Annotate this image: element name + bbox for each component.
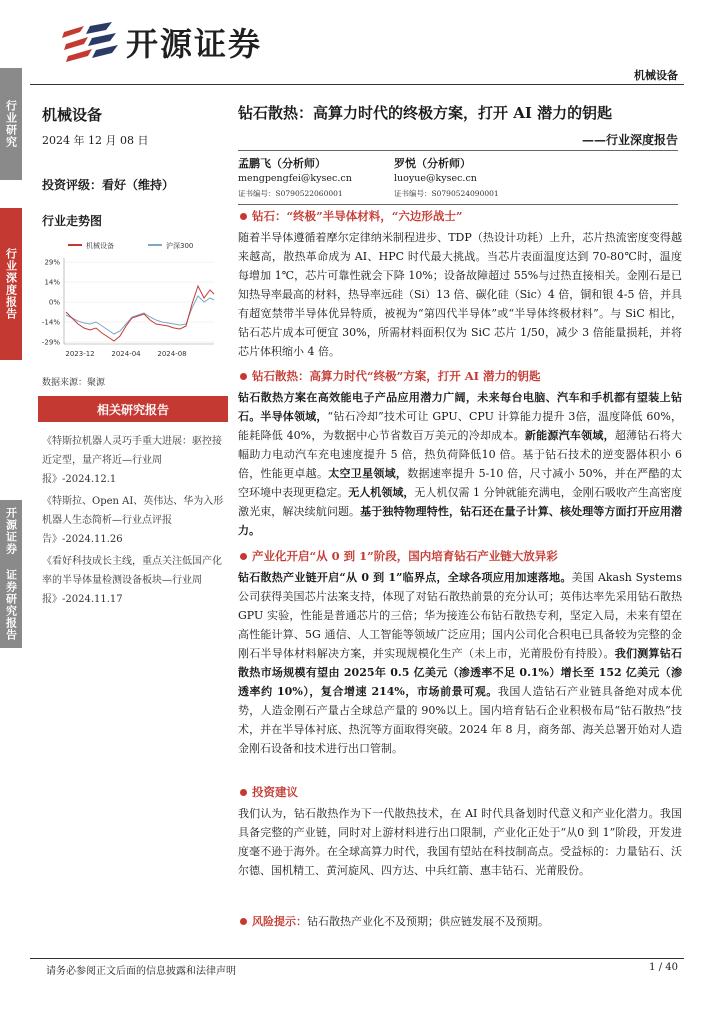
author-name: 罗悦（分析师） (394, 157, 471, 170)
y-tick-label: -14% (41, 318, 60, 327)
footer-disclaimer: 请务必参阅正文后面的信息披露和法律声明 (46, 966, 236, 977)
related-report-item[interactable]: 《特斯拉机器人灵巧手重大进展：驱控接近定型，量产将近—行业周报》-2024.12.1 (42, 436, 222, 485)
trend-chart-title: 行业走势图 (42, 214, 103, 228)
section-industrialization (238, 548, 682, 758)
industry-name: 机械设备 (42, 106, 103, 124)
header-category: 机械设备 (634, 69, 678, 82)
brand-logo (62, 20, 262, 64)
section-body: 钻石散热产业链开启“从 0 到 1”临界点，全球各项应用加速落地。美国 Akash Systems 公司获得美国芯片法案支持，体现了对钻石散热前景的充分认可；英伟达率先采用钻石散热 GPU 实验，性能是普通芯片的三倍；华为接连公布钻石散热专利，坚定入局，未来有望在高性能计算、5G 通信、人工智能等领域广泛应用；国内公司化合积电已具备较为完整的金刚石半导体材料解决方案，并实现规模化生产（未上市，光莆股份有持股）。我们测算钻石散热市场规模有望由 2025年 0.5 亿美元（渗透率不足 0.1%）增长至 152 亿美元（渗透率约 10%），复合增速 214%，市场前景可观。我国人造钻石产业链具备绝对成本优势，人造金刚石产量占全球总产量的 90%以上。国内培育钻石企业积极布局“钻石散热”技术，并在半导体衬底、热沉等方面取得突破。2024 年 8 月，商务部、海关总署开始对人造金刚石设备和技术进行出口管制。 (238, 571, 683, 755)
section-body: 我们认为，钻石散热作为下一代散热技术，在 AI 时代具备划时代意义和产业化潜力。我国具备完整的产业链，同时对上游材料进行出口限制，产业化正处于“从0 到 1”阶段，开发进度毫不逊于海外。在全球高算力时代，我国有望站在科技制高点。受益标的：力量钻石、沃尔德、国机精工、黄河旋风、四方达、中兵红箭、惠丰钻石、光莆股份。 (238, 807, 682, 877)
author-block-1 (238, 156, 352, 201)
legend-swatch (148, 244, 162, 246)
y-tick-label: -29% (41, 338, 60, 347)
y-tick-label: 0% (48, 298, 60, 307)
trend-chart (38, 238, 218, 366)
footer-divider (30, 958, 684, 959)
investment-rating: 投资评级：看好（维持） (42, 178, 175, 192)
author-email[interactable]: mengpengfei@kysec.cn (238, 173, 352, 184)
section-heading: 钻石散热：高算力时代“终极”方案，打开 AI 潜力的钥匙 (252, 369, 541, 383)
author-name: 孟鹏飞（分析师） (238, 157, 326, 170)
report-subtitle: ——行业深度报告 (581, 133, 678, 147)
bullet-icon (240, 918, 247, 925)
bullet-icon (240, 373, 247, 380)
side-tab-report-type: 行业深度报告 (0, 208, 22, 360)
legend-label: 沪深300 (166, 242, 194, 250)
related-reports-list (42, 432, 228, 612)
section-heading: 投资建议 (252, 785, 298, 799)
side-tab-industry-research: 行业研究 (0, 68, 22, 180)
author-cert: 证书编号：S0790522060001 (238, 189, 343, 198)
related-report-item[interactable]: 《看好科技成长主线，重点关注低国产化率的半导体量检测设备板块—行业周报》-2024.11.17 (42, 556, 222, 605)
y-tick-label: 29% (44, 258, 60, 267)
x-tick-label: 2023-12 (65, 350, 95, 358)
section-heading: 产业化开启“从 0 到 1”阶段，国内培育钻石产业链大放异彩 (252, 549, 558, 563)
legend-swatch (68, 244, 82, 246)
risk-body: 钻石散热产业化不及预期；供应链发展不及预期。 (307, 915, 549, 928)
logo-text: 开源证券 (126, 25, 263, 63)
data-source: 数据来源：聚源 (42, 378, 106, 388)
section-body: 随着半导体遵循着摩尔定律纳米制程进步、TDP（热设计功耗）上升，芯片热流密度变得越来越高，散热革命成为 AI、HPC 时代最大挑战。当芯片表面温度达到 70-80℃时，温度每增加 1℃，芯片可靠性就会下降 10%；设备故障超过 55%与过热直接相关。金刚石是已知热导率最高的材料，热导率远硅（Si）13 倍、碳化硅（Sic）4 倍，铜和银 4-5 倍，并具有超宽禁带半导体优异特质，被视为“第四代半导体”或“半导体终极材料”。与 SiC 相比，钻石芯片成本可便宜 30%，所需材料面积仅为 SiC 芯片 1/50，减少 3 倍能量损耗，并将芯片体积缩小 4 倍。 (238, 231, 682, 358)
author-block-2 (394, 156, 499, 201)
risk-heading: 风险提示： (252, 915, 307, 928)
x-tick-label: 2024-04 (111, 350, 141, 358)
related-reports-header: 相关研究报告 (38, 396, 228, 422)
section-diamond-material (238, 208, 682, 361)
bullet-icon (240, 213, 247, 220)
y-tick-label: 14% (44, 278, 60, 287)
author-email[interactable]: luoyue@kysec.cn (394, 173, 477, 184)
section-body: 钻石散热方案在高效能电子产品应用潜力广阔，未来每台电脑、汽车和手机都有望装上钻石。半导体领域，“钻石冷却”技术可让 GPU、CPU 计算能力提升 3倍，温度降低 60%，能耗降低 40%，为数据中心节省数百万美元的冷却成本。新能源汽车领域，超薄钻石将大幅助力电动汽车充电速度提升 5 倍，热负荷降低10 倍。基于钻石技术的逆变器体积小 6 倍，性能更卓越。太空卫星领域，数据速率提升 5-10 倍，尺寸减小 50%，并在严酷的太空环境中表现更稳定。无人机领域，无人机仅需 1 分钟就能充满电，金刚石吸收产生高密度激光束，解决续航问题。基于独特物理特性，钻石还在量子计算、核处理等方面打开应用潜力。 (238, 391, 683, 537)
section-diamond-cooling (238, 368, 682, 540)
report-date: 2024 年 12 月 08 日 (42, 134, 149, 147)
section-heading: 钻石：“终极”半导体材料，“六边形战士” (252, 209, 463, 223)
bullet-icon (240, 789, 247, 796)
author-divider-top (238, 150, 678, 151)
author-divider-bottom (238, 204, 678, 205)
logo-icon (62, 22, 118, 62)
header-divider (30, 84, 684, 85)
author-cert: 证书编号：S0790524090001 (394, 189, 499, 198)
related-report-item[interactable]: 《特斯拉、Open AI、英伟达、华为入形机器人生态简析—行业点评报告》-2024.11.26 (42, 496, 224, 545)
section-risk (238, 912, 682, 931)
legend-label: 机械设备 (86, 242, 114, 250)
section-investment-advice (238, 784, 682, 880)
x-tick-label: 2024-08 (157, 350, 187, 358)
page-number: 1 / 40 (649, 962, 678, 973)
report-title: 钻石散热：高算力时代的终极方案，打开 AI 潜力的钥匙 (238, 104, 613, 122)
bullet-icon (240, 553, 247, 560)
side-tab-securities-report: 开源证券 证券研究报告 (0, 500, 22, 648)
